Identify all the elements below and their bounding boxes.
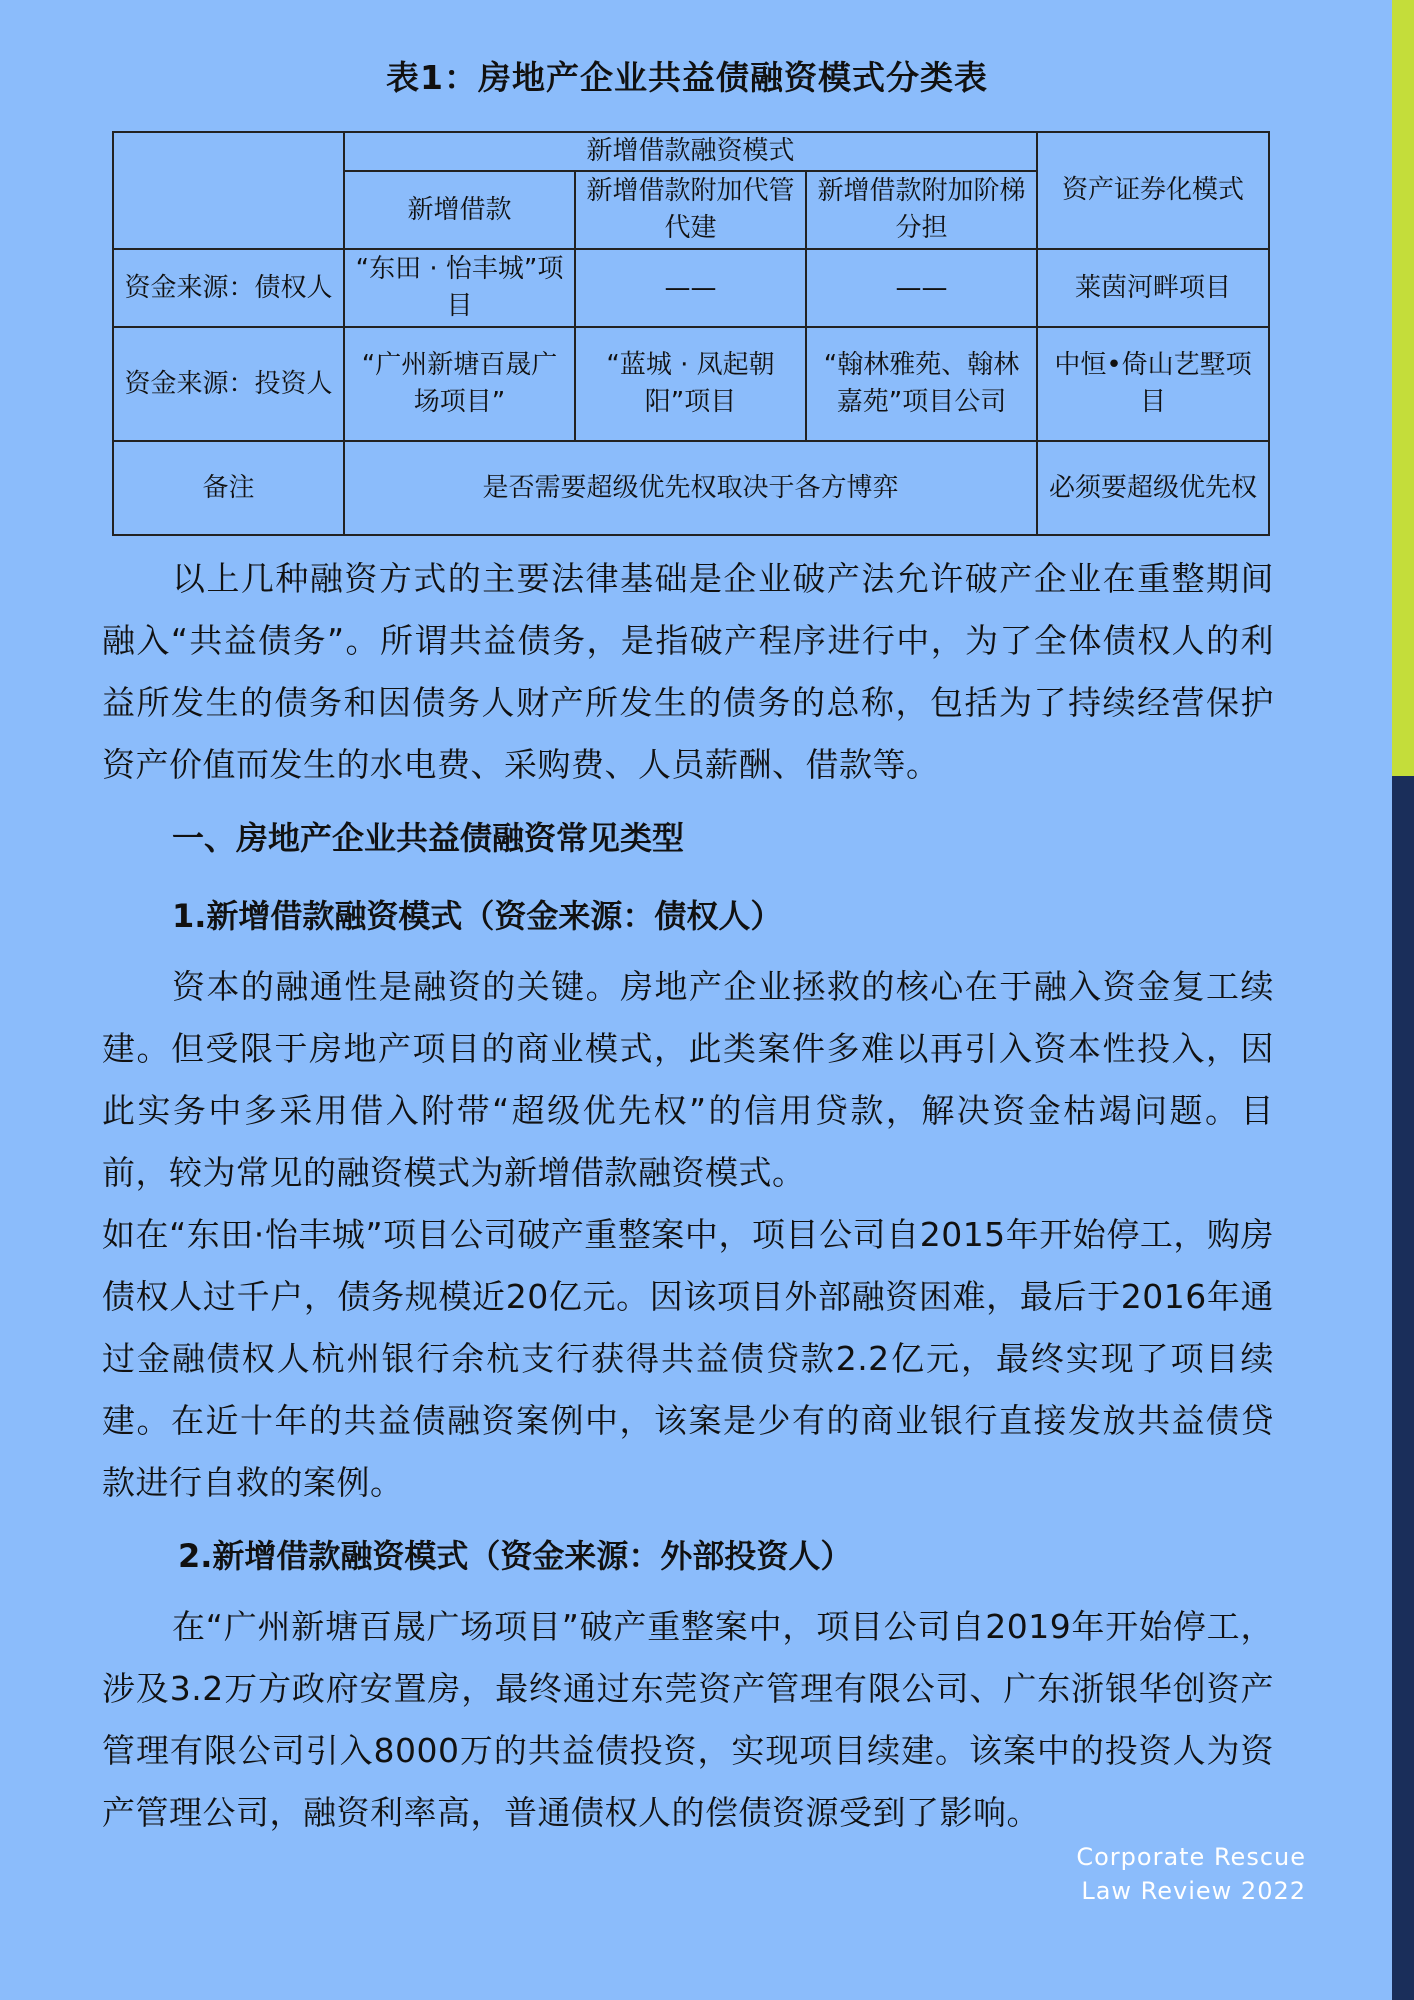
cell-tier: —— [806,249,1037,327]
remark-label: 备注 [113,441,344,535]
section-heading: 一、房地产企业共益债融资常见类型 [172,819,685,857]
header-new-loan-agent: 新增借款附加代管代建 [575,171,806,249]
table-title: 表1：房地产企业共益债融资模式分类表 [386,58,988,97]
paragraph-dongtian-case: 如在“东田·怡丰城”项目公司破产重整案中，项目公司自2015年开始停工，购房债权人过千户，债务规模近20亿元。因该项目外部融资困难，最后于2016年通过金融债权人杭州银行余杭支行获得共益债贷款2.2亿元，最终实现了项目续建。在近十年的共益债融资案例中，该案是少有的商业银行直接发放共益债贷款进行自救的案例。 [102,1215,1274,1502]
paragraph-legal-basis: 以上几种融资方式的主要法律基础是企业破产法允许破产企业在重整期间融入“共益债务”。所谓共益债务，是指破产程序进行中，为了全体债权人的利益所发生的债务和因债务人财产所发生的债务的总称，包括为了持续经营保护资产价值而发生的水电费、采购费、人员薪酬、借款等。 [102,559,1274,784]
header-new-loan-group: 新增借款融资模式 [344,132,1037,171]
cell-agent: “蓝城 · 凤起朝阳”项目 [575,327,806,441]
cell-abs: 中恒•倚山艺墅项目 [1037,327,1269,441]
header-new-loan-tier: 新增借款附加阶梯分担 [806,171,1037,249]
side-accent-bar [1392,0,1414,2000]
table-row [113,327,1269,441]
cell-tier: “翰林雅苑、翰林嘉苑”项目公司 [806,327,1037,441]
row-label: 资金来源：投资人 [113,327,344,441]
cell-new-loan: “东田 · 怡丰城”项目 [344,249,575,327]
accent-stripe-navy [1392,776,1414,2000]
footer-line-1: Corporate Rescue [1076,1843,1306,1871]
cell-new-loan: “广州新塘百晟广场项目” [344,327,575,441]
subsection-heading-creditor: 1.新增借款融资模式（资金来源：债权人） [172,897,783,935]
accent-stripe-green [1392,0,1414,776]
financing-mode-table [112,131,1270,536]
journal-footer [1076,1840,1306,1908]
row-label: 资金来源：债权人 [113,249,344,327]
header-new-loan: 新增借款 [344,171,575,249]
cell-abs: 莱茵河畔项目 [1037,249,1269,327]
paragraph-guangzhou-case: 在“广州新塘百晟广场项目”破产重整案中，项目公司自2019年开始停工，涉及3.2万方政府安置房，最终通过东莞资产管理有限公司、广东浙银华创资产管理有限公司引入8000万的共益债投资，实现项目续建。该案中的投资人为资产管理公司，融资利率高，普通债权人的偿债资源受到了影响。 [102,1607,1274,1832]
table-row [113,249,1269,327]
table-corner-cell [113,132,344,249]
cell-agent: —— [575,249,806,327]
remark-abs: 必须要超级优先权 [1037,441,1269,535]
table-row [113,441,1269,535]
paragraph-capital-financing: 资本的融通性是融资的关键。房地产企业拯救的核心在于融入资金复工续建。但受限于房地产项目的商业模式，此类案件多难以再引入资本性投入，因此实务中多采用借入附带“超级优先权”的信用贷款，解决资金枯竭问题。目前，较为常见的融资模式为新增借款融资模式。 [102,967,1274,1192]
header-abs: 资产证券化模式 [1037,132,1269,249]
subsection-heading-investor: 2.新增借款融资模式（资金来源：外部投资人） [178,1537,853,1575]
remark-text: 是否需要超级优先权取决于各方博弈 [344,441,1037,535]
footer-line-2: Law Review 2022 [1081,1877,1306,1905]
